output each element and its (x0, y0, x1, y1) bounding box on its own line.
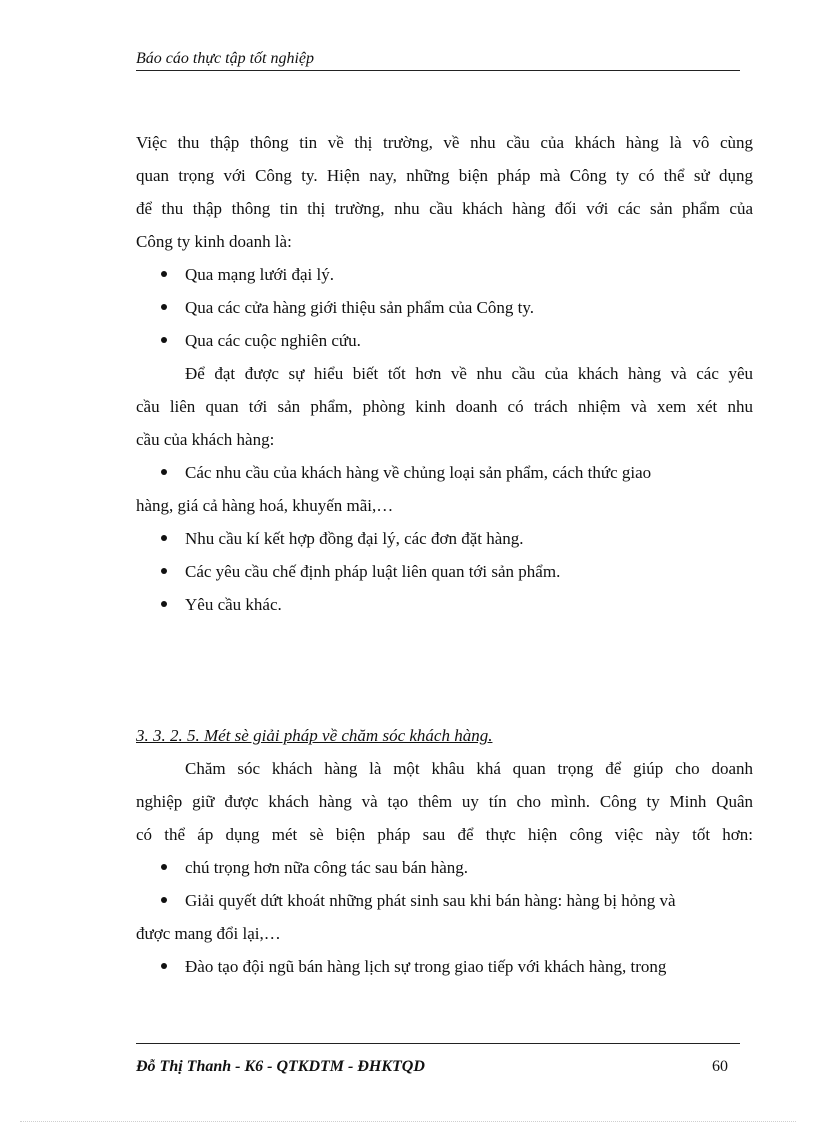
list-item: Các yêu cầu chế định pháp luật liên quan tới sản phẩm. (136, 555, 753, 588)
list-item: chú trọng hơn nữa công tác sau bán hàng. (136, 851, 753, 884)
bullet-icon (161, 304, 167, 310)
list-item-continuation: được mang đổi lại,… (136, 924, 281, 943)
paragraph-line: Để đạt được sự hiểu biết tốt hơn về nhu cầu của khách hàng và các yêu (185, 364, 753, 383)
list-item: Các nhu cầu của khách hàng về chủng loại sản phẩm, cách thức giao (136, 456, 753, 489)
bullet-icon (161, 568, 167, 574)
bullet-icon (161, 601, 167, 607)
paragraph-line: cầu liên quan tới sản phẩm, phòng kinh doanh có trách nhiệm và xem xét nhu (136, 397, 753, 416)
paragraph-line: Công ty kinh doanh là: (136, 232, 292, 251)
bullet-icon (161, 897, 167, 903)
paragraph-line: có thể áp dụng mét sè biện pháp sau để thực hiện công việc này tốt hơn: (136, 825, 753, 844)
section-spacer (136, 621, 753, 719)
list-item: Đào tạo đội ngũ bán hàng lịch sự trong giao tiếp với khách hàng, trong (136, 950, 753, 983)
list-item: Yêu cầu khác. (136, 588, 753, 621)
list-item: Nhu cầu kí kết hợp đồng đại lý, các đơn đặt hàng. (136, 522, 753, 555)
page-header-title: Báo cáo thực tập tốt nghiệp (136, 50, 315, 67)
header-rule (136, 70, 740, 71)
paragraph-line: quan trọng với Công ty. Hiện nay, những biện pháp mà Công ty có thể sử dụng (136, 166, 753, 185)
paragraph-line: Việc thu thập thông tin về thị trường, về nhu cầu của khách hàng là vô cùng (136, 133, 753, 152)
paragraph-line: để thu thập thông tin thị trường, nhu cầu khách hàng đối với các sản phẩm của (136, 199, 753, 218)
bullet-icon (161, 469, 167, 475)
list-item-continuation: hàng, giá cả hàng hoá, khuyến mãi,… (136, 496, 394, 515)
section-title: 3. 3. 2. 5. Mét sè giải pháp về chăm sóc khách hàng. (136, 726, 493, 745)
bullet-icon (161, 963, 167, 969)
bullet-icon (161, 337, 167, 343)
bullet-icon (161, 535, 167, 541)
list-item: Qua các cuộc nghiên cứu. (136, 324, 753, 357)
paragraph-line: cầu của khách hàng: (136, 430, 275, 449)
list-item: Qua các cửa hàng giới thiệu sản phẩm của Công ty. (136, 291, 753, 324)
paragraph-line: Chăm sóc khách hàng là một khâu khá quan trọng để giúp cho doanh (185, 759, 753, 778)
bullet-icon (161, 864, 167, 870)
footer-rule (136, 1043, 740, 1044)
list-item: Giải quyết dứt khoát những phát sinh sau khi bán hàng: hàng bị hỏng và (136, 884, 753, 917)
page-body (136, 126, 753, 983)
list-item: Qua mạng lưới đại lý. (136, 258, 753, 291)
footer-author: Đỗ Thị Thanh - K6 - QTKDTM - ĐHKTQD (136, 1058, 425, 1075)
page-edge (20, 1121, 796, 1122)
paragraph-line: nghiệp giữ được khách hàng và tạo thêm uy tín cho mình. Công ty Minh Quân (136, 792, 753, 811)
bullet-icon (161, 271, 167, 277)
page-number: 60 (712, 1058, 728, 1075)
